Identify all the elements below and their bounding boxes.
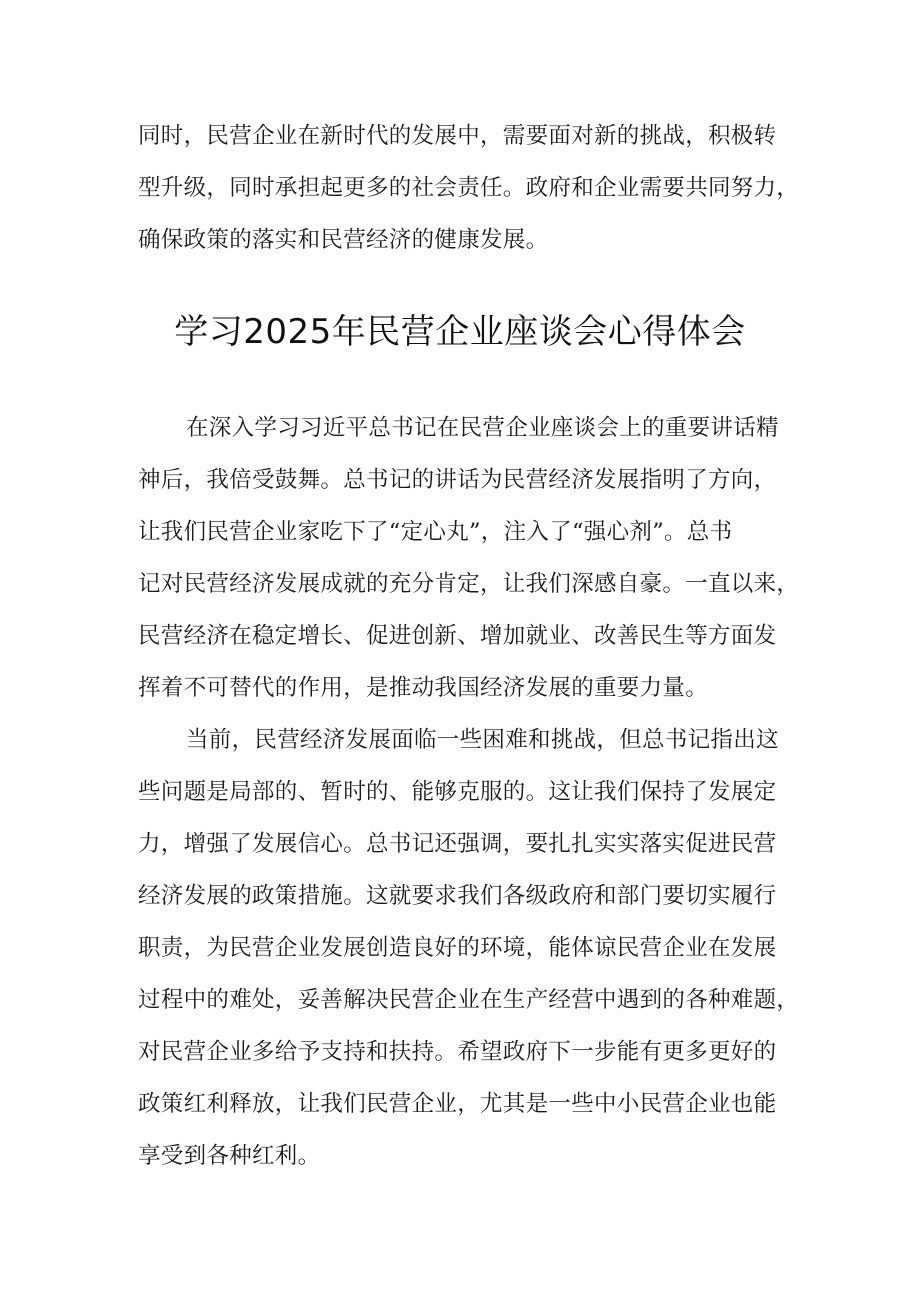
text-line: 力，增强了发展信心。总书记还强调，要扎扎实实落实促进民营 (138, 831, 777, 857)
text-line: 当前，民营经济发展面临一些困难和挑战，但总书记指出这 (186, 727, 779, 753)
text-line: 神后，我倍受鼓舞。总书记的讲话为民营经济发展指明了方向， (138, 467, 777, 493)
text-line: 同时，民营企业在新时代的发展中，需要面对新的挑战，积极转 (138, 123, 777, 149)
text-line: 经济发展的政策措施。这就要求我们各级政府和部门要切实履行 (138, 883, 777, 909)
text-line: 过程中的难处，妥善解决民营企业在生产经营中遇到的各种难题， (138, 987, 800, 1013)
document-title: 学习2025年民营企业座谈会心得体会 (174, 312, 746, 352)
text-line: 确保政策的落实和民营经济的健康发展。 (138, 227, 549, 253)
intro-paragraph (138, 110, 800, 266)
text-line: 记对民营经济发展成就的充分肯定，让我们深感自豪。一直以来， (138, 571, 800, 597)
text-line: 职责，为民营企业发展创造良好的环境，能体谅民营企业在发展 (138, 935, 777, 961)
body-paragraph-1 (138, 402, 800, 714)
text-line: 对民营企业多给予支持和扶持。希望政府下一步能有更多更好的 (138, 1039, 777, 1065)
text-line: 在深入学习习近平总书记在民营企业座谈会上的重要讲话精 (186, 415, 779, 441)
body-paragraph-2 (138, 714, 800, 1182)
text-line: 政策红利释放，让我们民营企业，尤其是一些中小民营企业也能 (138, 1091, 777, 1117)
text-line: 让我们民营企业家吃下了“定心丸”，注入了“强心剂”。总书 (138, 519, 733, 545)
text-line: 型升级，同时承担起更多的社会责任。政府和企业需要共同努力， (138, 175, 800, 201)
text-line: 享受到各种红利。 (138, 1143, 321, 1169)
text-line: 民营经济在稳定增长、促进创新、增加就业、改善民生等方面发 (138, 623, 777, 649)
text-line: 些问题是局部的、暂时的、能够克服的。这让我们保持了发展定 (138, 779, 777, 805)
text-line: 挥着不可替代的作用，是推动我国经济发展的重要力量。 (138, 675, 709, 701)
